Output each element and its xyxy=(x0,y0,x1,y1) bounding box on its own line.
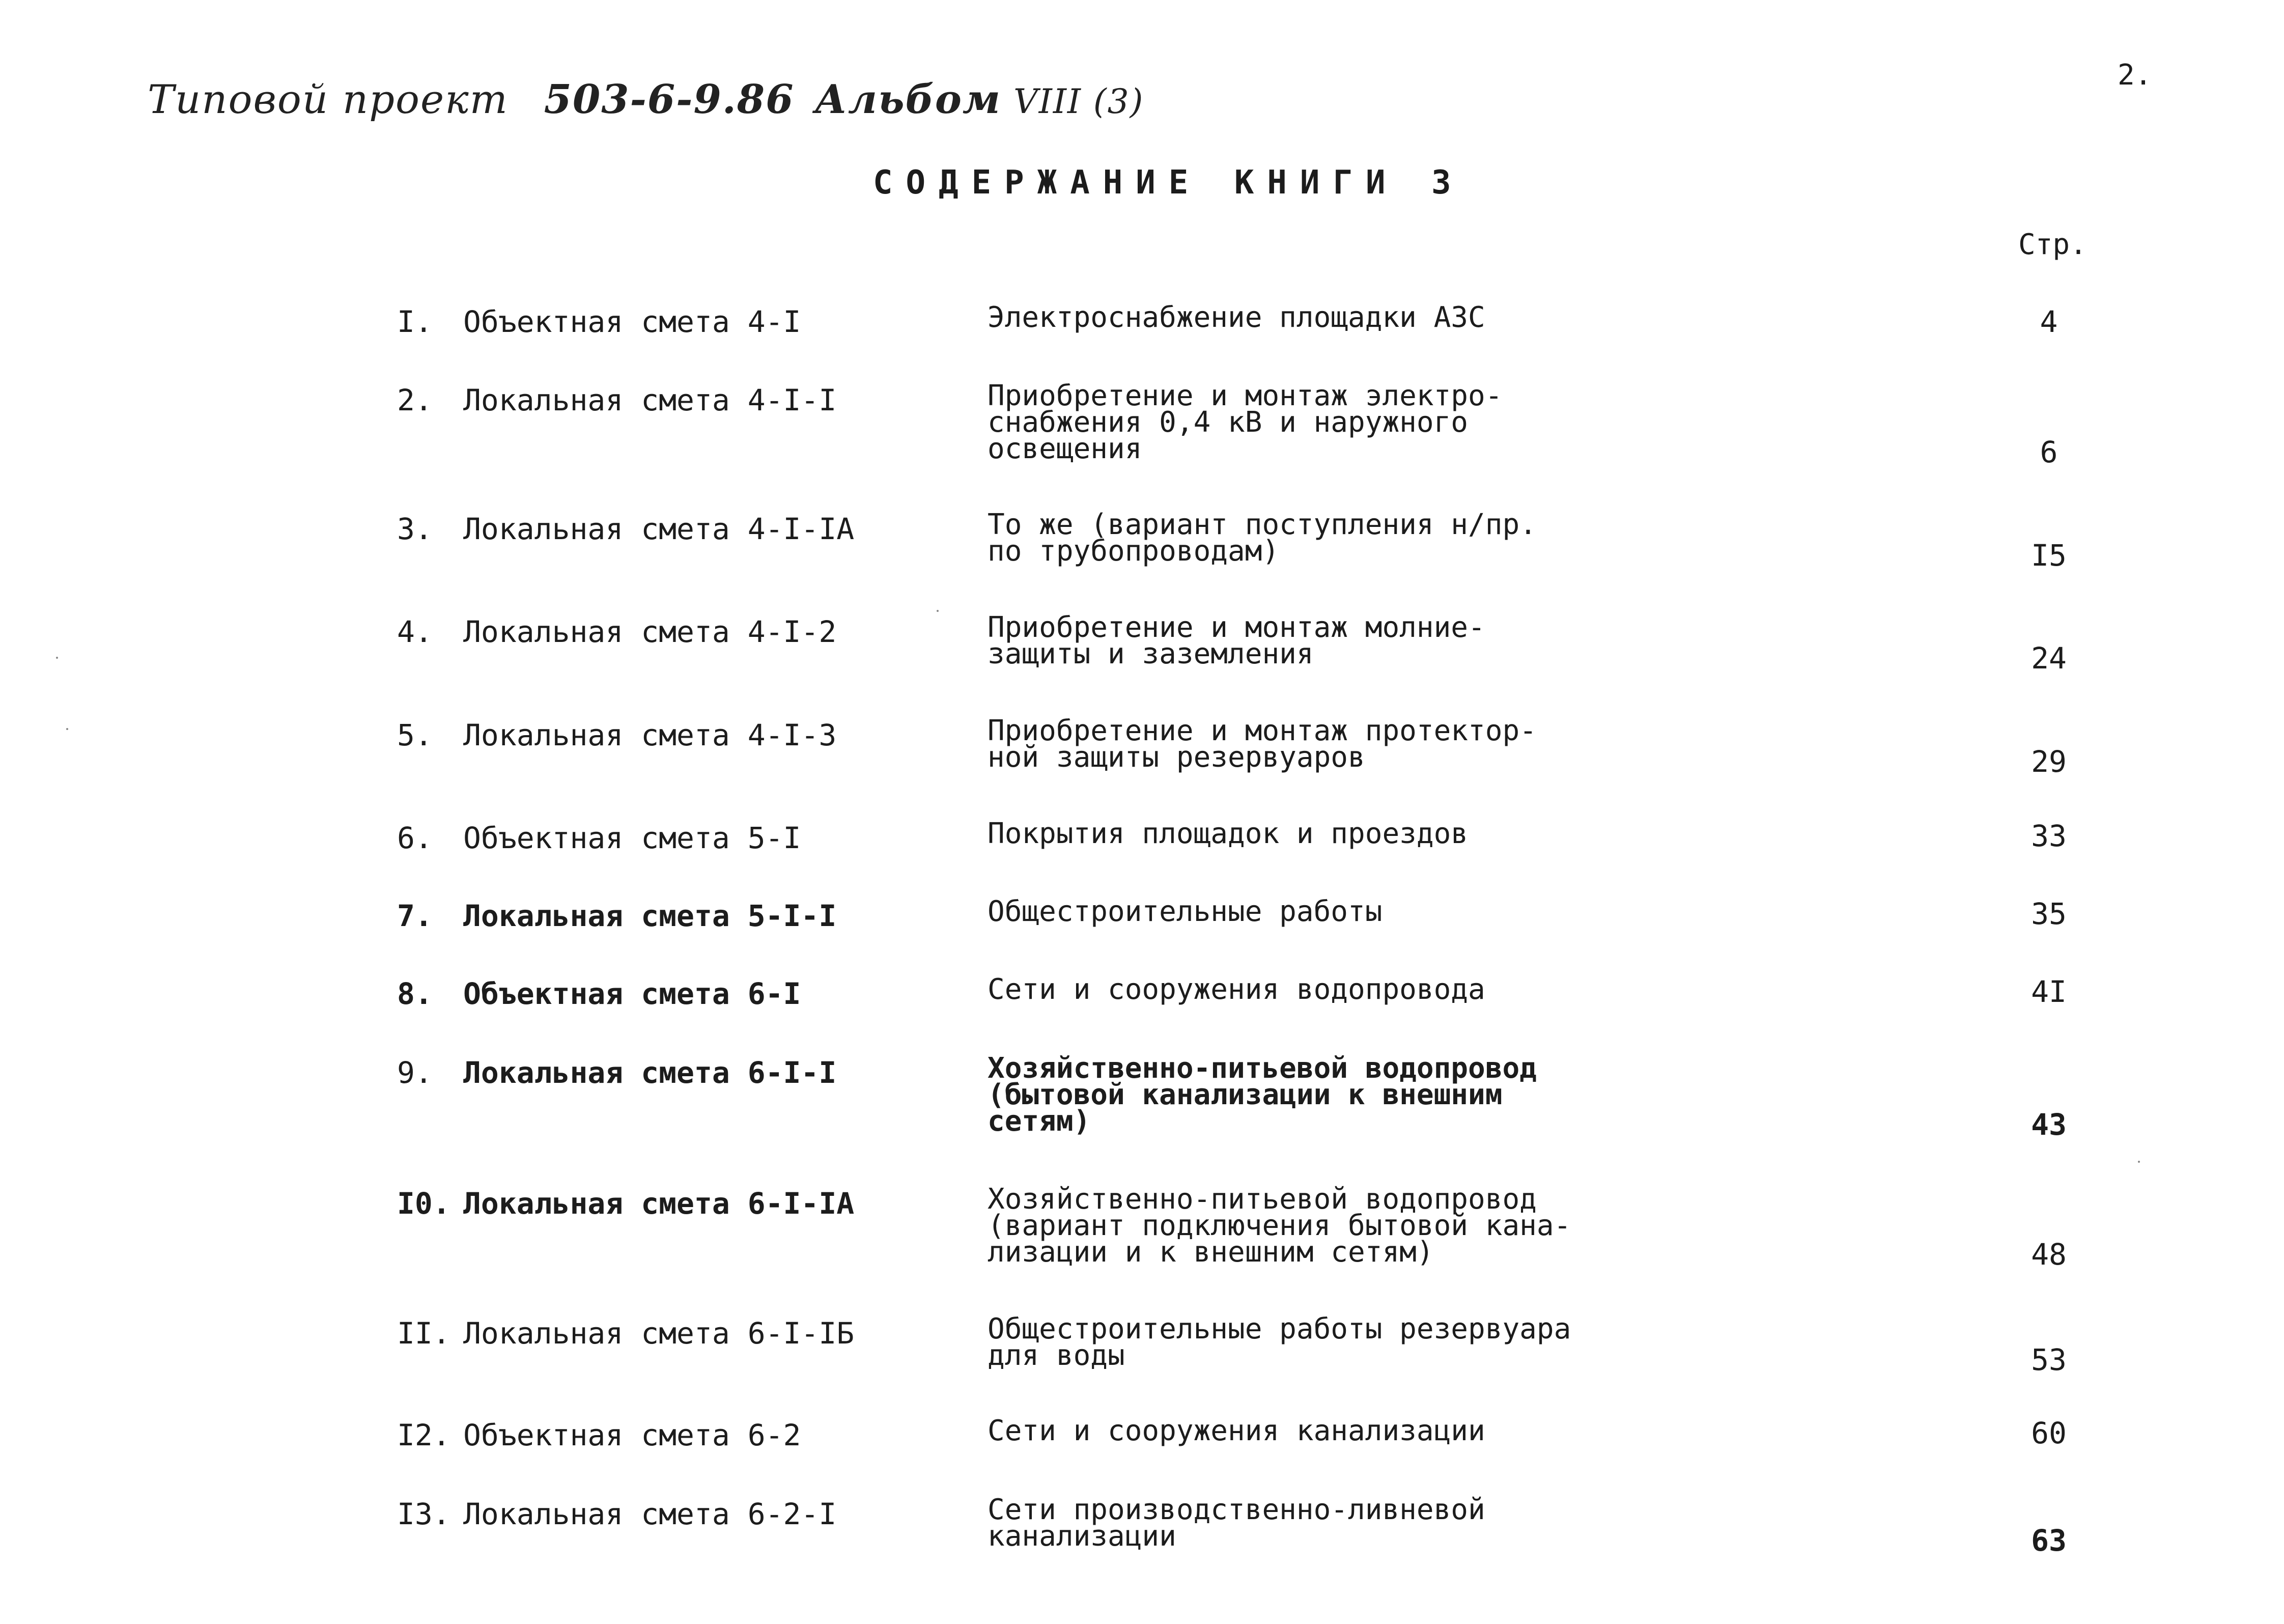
row-page: 63 xyxy=(2031,1523,2067,1558)
row-number: 5. xyxy=(397,718,433,752)
row-document: Локальная смета 4-I-IA xyxy=(463,512,855,546)
row-page: 35 xyxy=(2031,897,2067,931)
row-document: Объектная смета 5-I xyxy=(463,821,801,855)
volume-label: VIII (3) xyxy=(1013,82,1144,121)
row-document: Локальная смета 6-I-I xyxy=(463,1055,837,1090)
row-document: Объектная смета 6-2 xyxy=(463,1418,801,1452)
row-document: Локальная смета 4-I-3 xyxy=(463,718,837,752)
row-description: Приобретение и монтаж молние- защиты и заземления xyxy=(988,611,1485,670)
row-description: Хозяйственно-питьевой водопровод (вариант подключения бытовой кана- лизации и к внешним сетям) xyxy=(988,1183,1571,1269)
row-description: Хозяйственно-питьевой водопровод (бытовой канализации к внешним сетям) xyxy=(988,1052,1537,1138)
page-number: 2. xyxy=(2118,59,2152,92)
row-description: Электроснабжение площадки АЗС xyxy=(988,301,1485,334)
row-number: I. xyxy=(397,304,433,339)
row-document: Локальная смета 5-I-I xyxy=(463,899,837,933)
row-number: I2. xyxy=(397,1418,450,1452)
row-number: 8. xyxy=(397,976,433,1011)
row-number: I0. xyxy=(397,1186,450,1221)
album-label: Альбом xyxy=(814,76,1002,123)
row-number: 9. xyxy=(397,1055,433,1090)
project-header xyxy=(148,76,1144,123)
row-description: Сети и сооружения водопровода xyxy=(988,973,1485,1006)
project-label: Типовой проект xyxy=(148,77,509,123)
row-number: 6. xyxy=(397,821,433,855)
row-description: Сети производственно-ливневой канализации xyxy=(988,1493,1485,1553)
row-page: 48 xyxy=(2031,1237,2067,1272)
row-page: 4I xyxy=(2031,974,2067,1009)
row-document: Локальная смета 6-I-IA xyxy=(463,1186,855,1221)
page-column-header: Стр. xyxy=(2018,228,2087,261)
row-description: Общестроительные работы резервуара для воды xyxy=(988,1312,1571,1372)
scan-speck xyxy=(937,610,939,612)
row-page: I5 xyxy=(2031,538,2067,573)
page-title: СОДЕРЖАНИЕ КНИГИ 3 xyxy=(873,164,1464,202)
row-description: Приобретение и монтаж протектор- ной защиты резервуаров xyxy=(988,714,1537,774)
row-document: Локальная смета 4-I-2 xyxy=(463,614,837,649)
scan-speck xyxy=(2138,1161,2140,1163)
row-page: 4 xyxy=(2040,304,2058,339)
row-page: 60 xyxy=(2031,1416,2067,1450)
row-page: 29 xyxy=(2031,744,2067,779)
row-number: 2. xyxy=(397,383,433,417)
row-document: Локальная смета 4-I-I xyxy=(463,383,837,417)
row-page: 6 xyxy=(2040,435,2058,469)
row-document: Объектная смета 4-I xyxy=(463,304,801,339)
row-number: I3. xyxy=(397,1497,450,1531)
row-document: Объектная смета 6-I xyxy=(463,976,801,1011)
row-page: 53 xyxy=(2031,1342,2067,1377)
row-description: Общестроительные работы xyxy=(988,895,1383,928)
row-number: 7. xyxy=(397,899,433,933)
scan-speck xyxy=(66,728,68,730)
row-description: Приобретение и монтаж электро- снабжения 0,4 кВ и наружного освещения xyxy=(988,379,1503,465)
row-number: 4. xyxy=(397,614,433,649)
row-document: Локальная смета 6-2-I xyxy=(463,1497,837,1531)
row-description: Покрытия площадок и проездов xyxy=(988,817,1469,850)
row-document: Локальная смета 6-I-IБ xyxy=(463,1316,855,1351)
row-page: 33 xyxy=(2031,819,2067,853)
scan-speck xyxy=(56,657,58,659)
row-number: II. xyxy=(397,1316,450,1351)
row-number: 3. xyxy=(397,512,433,546)
project-code: 503-6-9.86 xyxy=(544,76,795,123)
row-page: 43 xyxy=(2031,1107,2067,1142)
row-description: Сети и сооружения канализации xyxy=(988,1414,1485,1447)
row-description: То же (вариант поступления н/пр. по трубопроводам) xyxy=(988,508,1537,568)
row-page: 24 xyxy=(2031,641,2067,676)
